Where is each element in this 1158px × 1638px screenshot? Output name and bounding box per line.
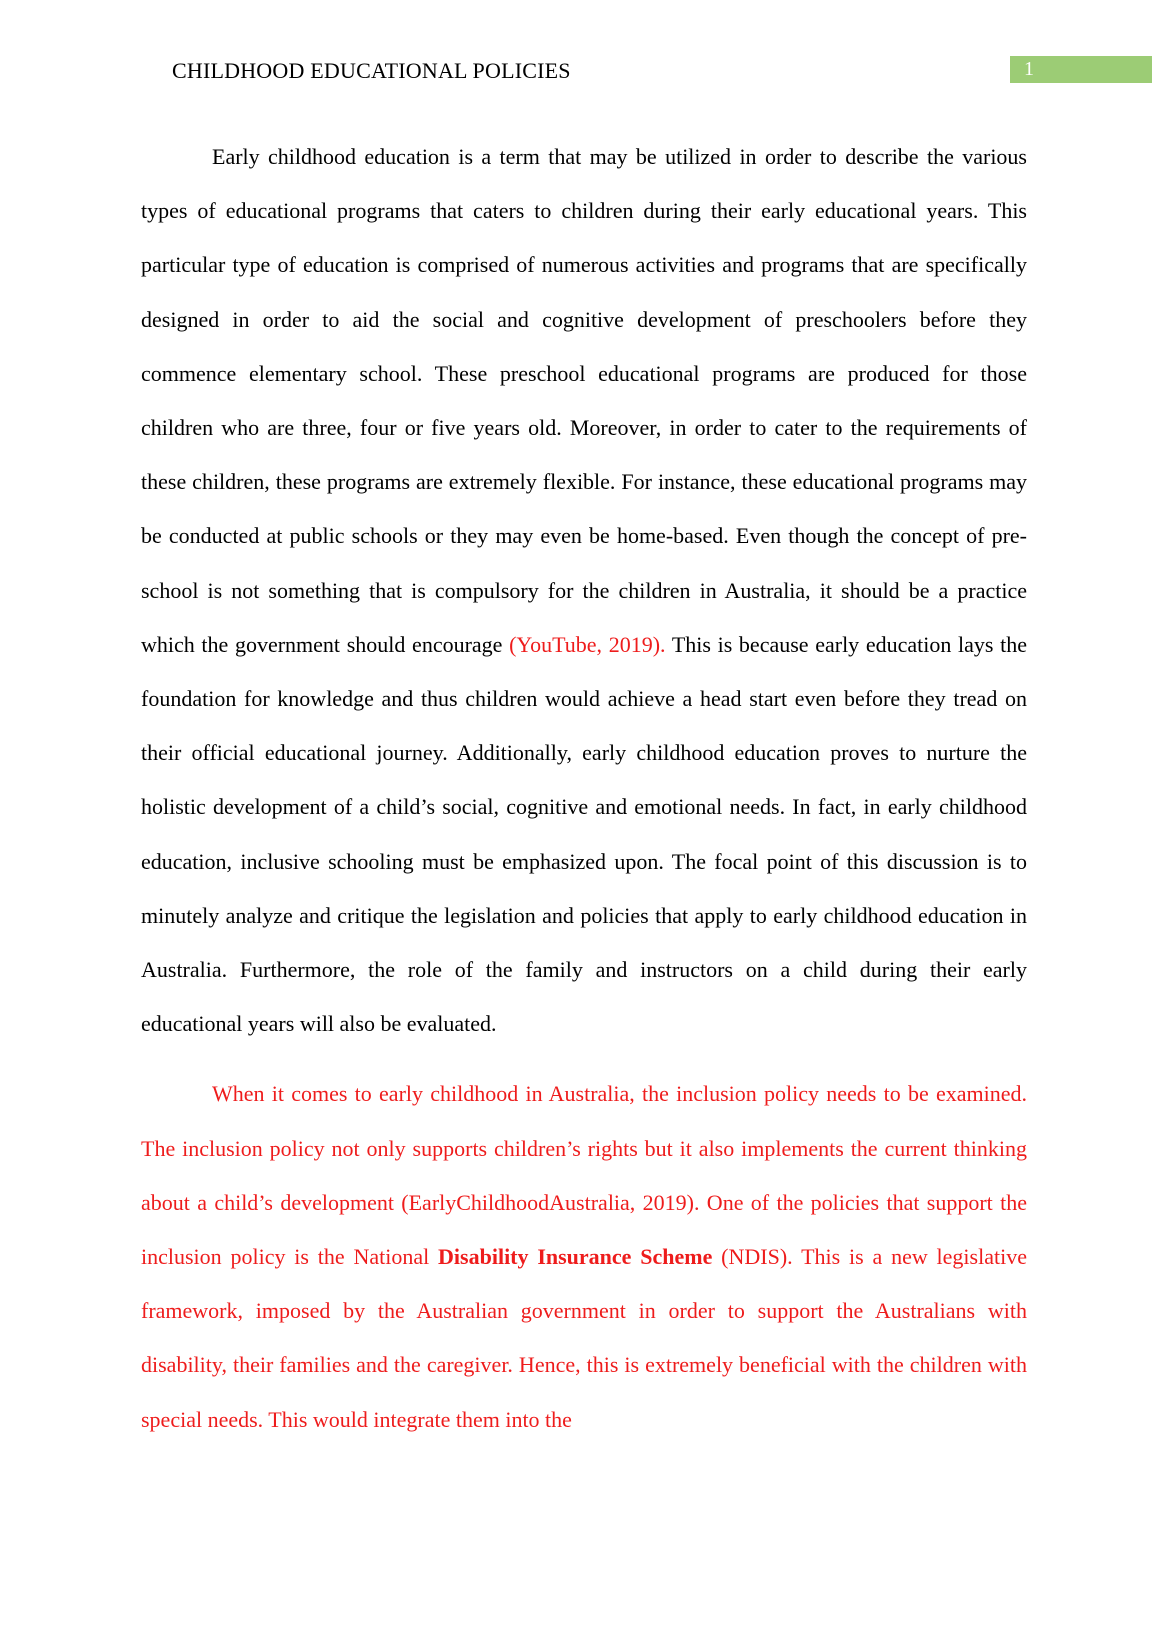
- body-text: [141, 130, 1027, 1463]
- paragraph-intro: [141, 130, 1027, 1051]
- paragraph-inclusion-policy: [141, 1067, 1027, 1446]
- paragraph-intro-text-1: Early childhood education is a term that may be utilized in order to describe the various types of educational programs that caters to children during their early educational years. This particular type of education is comprised of numerous activities and programs that are specifically designed in order to aid the social and cognitive development of preschoolers before they commence elementary school. These preschool educational programs are produced for those children who are three, four or five years old. Moreover, in order to cater to the requirements of these children, these programs are extremely flexible. For instance, these educational programs may be conducted at public schools or they may even be home-based. Even though the concept of pre-school is not something that is compulsory for the children in Australia, it should be a practice which the government should encourage: [141, 144, 1027, 657]
- ndis-term: Disability Insurance Scheme: [438, 1244, 713, 1270]
- paragraph-intro-text-2: This is because early education lays the foundation for knowledge and thus children would achieve a head start even before they tread on their official educational journey. Additionally, early childhood education proves to nurture the holistic development of a child’s social, cognitive and emotional needs. In fact, in early childhood education, inclusive schooling must be emphasized upon. The focal point of this discussion is to minutely analyze and critique the legislation and policies that apply to early childhood education in Australia. Furthermore, the role of the family and instructors on a child during their early educational years will also be evaluated.: [141, 631, 1028, 1037]
- paragraph-inclusion-text-1: When it comes to early childhood in Australia, the inclusion policy needs to be examined. The inclusion policy not only supports children’s rights but it also implements the current thinking about a child’s development (EarlyChildhoodAustralia, 2019). One of the policies that support the inclusion policy is the National: [141, 1081, 1027, 1270]
- running-head: CHILDHOOD EDUCATIONAL POLICIES: [172, 58, 571, 83]
- page-number: 1: [1010, 56, 1152, 83]
- paragraph-inclusion-text-2: (NDIS). This is a new legislative framework, imposed by the Australian government in order to support the Australians with disability, their families and the caregiver. Hence, this is extremely beneficial with the children with special needs. This would integrate them into the: [141, 1244, 1027, 1432]
- citation-youtube: (YouTube, 2019).: [509, 631, 666, 657]
